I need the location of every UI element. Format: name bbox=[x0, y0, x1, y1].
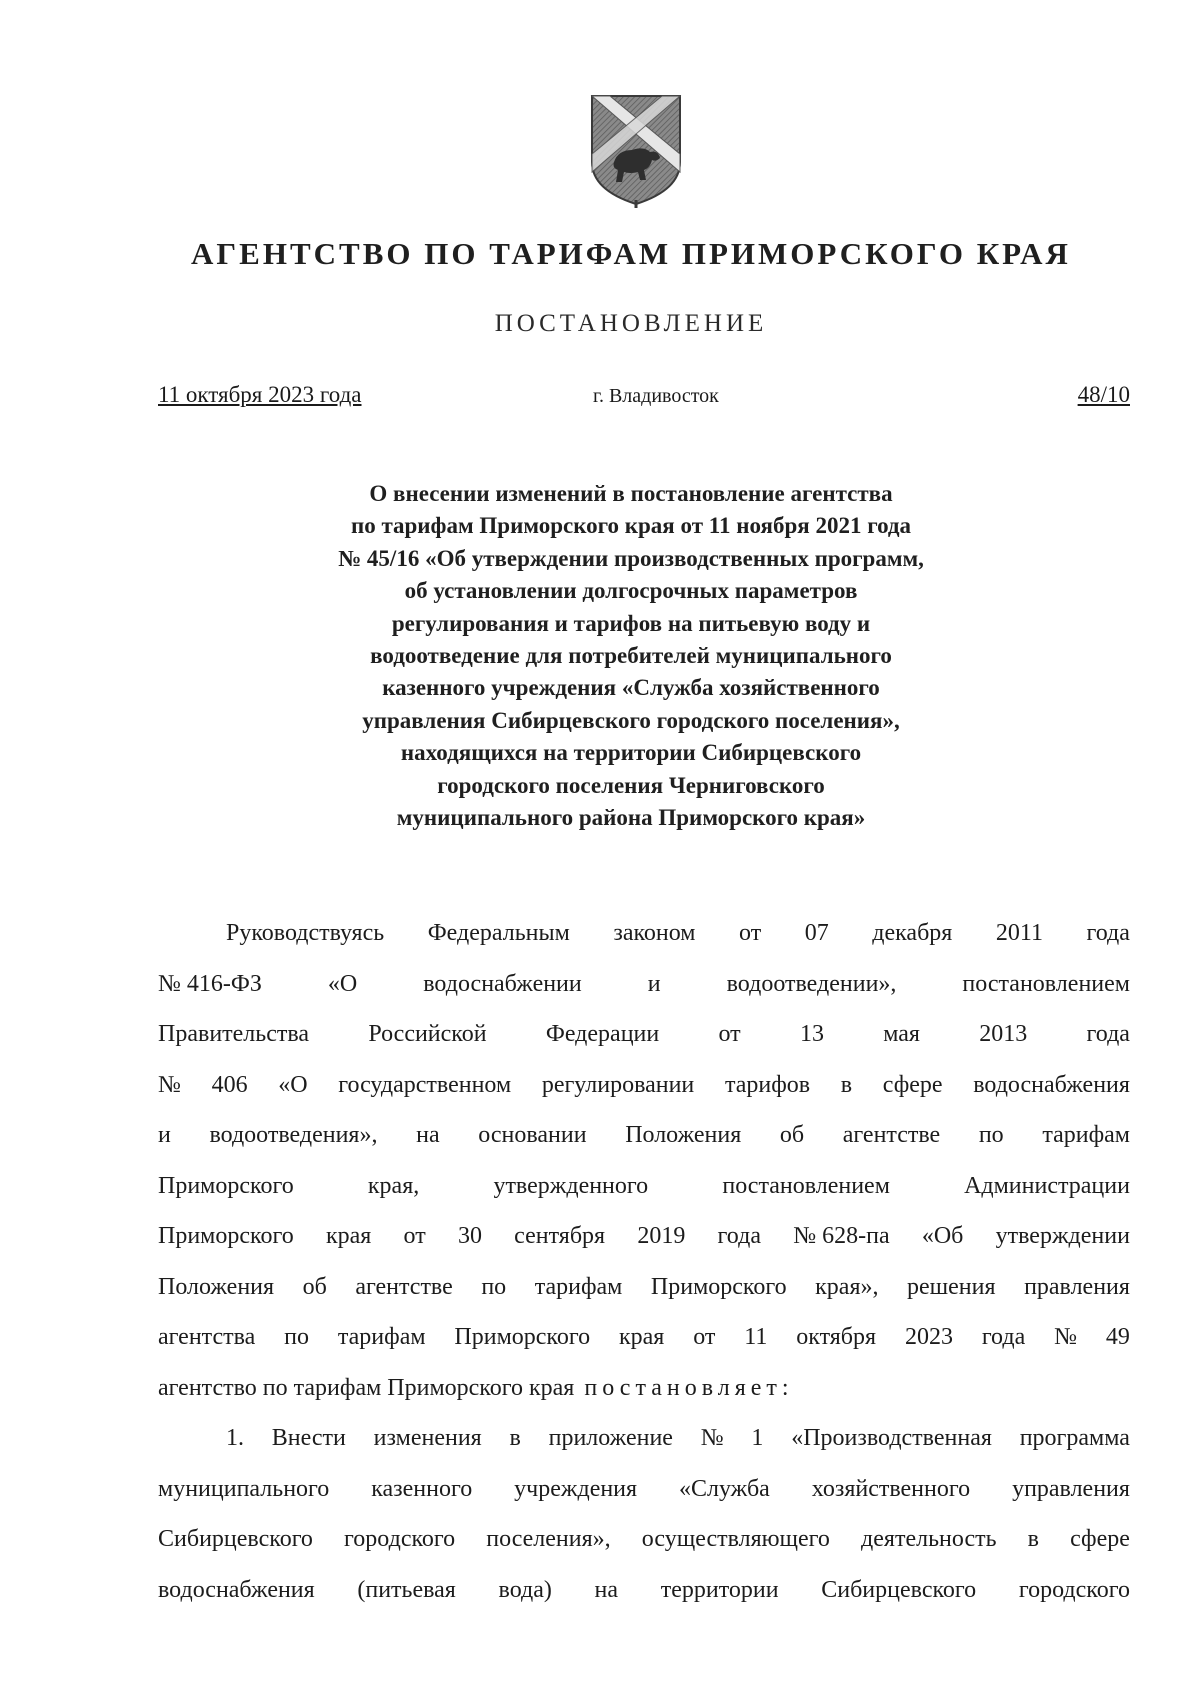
body-word: осуществляющего bbox=[641, 1526, 830, 1552]
body-word: утвержденного bbox=[493, 1172, 649, 1199]
paragraph-line bbox=[158, 1060, 1130, 1111]
body-word: постановлением bbox=[962, 970, 1130, 997]
body-word: № 416-ФЗ bbox=[158, 970, 262, 997]
paragraph-line bbox=[158, 1514, 1130, 1565]
paragraph-line bbox=[158, 1413, 1130, 1464]
title-line: № 45/16 «Об утверждении производственных программ, bbox=[338, 545, 924, 571]
paragraph-line bbox=[158, 1211, 1130, 1262]
body-word: городского bbox=[344, 1526, 456, 1552]
body-word: об bbox=[302, 1273, 327, 1300]
body-word: года bbox=[717, 1223, 761, 1249]
body-word: 2023 bbox=[904, 1324, 953, 1350]
body-word: 30 bbox=[457, 1223, 482, 1249]
body-word: по bbox=[481, 1273, 507, 1300]
paragraph-line bbox=[158, 1565, 1130, 1616]
body-word: № 628-па bbox=[793, 1223, 890, 1249]
body-word: года bbox=[1086, 920, 1130, 946]
title-line: об установлении долгосрочных параметров bbox=[404, 578, 858, 604]
body-word: водоснабжения bbox=[158, 1576, 315, 1603]
body-word: сфере bbox=[1070, 1526, 1130, 1552]
body-word: сфере bbox=[882, 1071, 943, 1098]
body-word: хозяйственного bbox=[811, 1475, 971, 1502]
title-line: находящихся на территории Сибирцевского bbox=[400, 740, 862, 766]
paragraph-text: агентство по тарифам Приморского края bbox=[158, 1374, 575, 1401]
body-word: управления bbox=[1012, 1475, 1130, 1502]
body-word: Правительства bbox=[158, 1021, 310, 1047]
body-word: Приморского bbox=[158, 1172, 294, 1199]
paragraph-line bbox=[158, 959, 1130, 1010]
body-word: по bbox=[978, 1122, 1004, 1148]
body-word: края», bbox=[815, 1273, 879, 1300]
paragraph-line bbox=[158, 908, 1130, 959]
body-word: сентября bbox=[514, 1223, 606, 1249]
agency-name: АГЕНТСТВО ПО ТАРИФАМ ПРИМОРСКОГО КРАЯ bbox=[191, 236, 1071, 271]
body-word: № bbox=[700, 1425, 724, 1451]
body-word: Администрации bbox=[964, 1172, 1130, 1199]
body-word: Российской bbox=[368, 1021, 487, 1047]
body-word: муниципального bbox=[158, 1475, 330, 1502]
title-line: регулирования и тарифов на питьевую воду и bbox=[391, 610, 871, 636]
body-word: регулировании bbox=[541, 1071, 695, 1098]
body-word: агентства bbox=[158, 1324, 256, 1350]
body-word: 49 bbox=[1105, 1324, 1130, 1350]
body-word: тарифам bbox=[534, 1273, 623, 1300]
body-word: утверждении bbox=[995, 1223, 1130, 1249]
paragraph-line bbox=[158, 1009, 1130, 1060]
body-word: постановлением bbox=[722, 1172, 890, 1199]
body-word: Руководствуясь bbox=[226, 920, 385, 946]
body-word: от bbox=[403, 1223, 426, 1249]
body-word: Внести bbox=[271, 1425, 346, 1451]
body-word: тарифам bbox=[337, 1324, 426, 1350]
body-word: от bbox=[739, 920, 762, 946]
body-word: водоснабжении bbox=[423, 970, 582, 997]
body-word: казенного bbox=[371, 1475, 473, 1502]
body-word: деятельность bbox=[861, 1526, 997, 1552]
body-word: «О bbox=[327, 970, 358, 997]
body-word: «О bbox=[278, 1071, 308, 1098]
body-word: года bbox=[1086, 1021, 1130, 1047]
body-word: 2019 bbox=[637, 1223, 686, 1249]
paragraph-line bbox=[158, 1312, 1130, 1363]
body-word: декабря bbox=[872, 920, 953, 946]
body-word: 406 bbox=[211, 1071, 248, 1098]
body-word: Приморского bbox=[454, 1324, 591, 1350]
body-word: в bbox=[840, 1071, 853, 1098]
body-word: агентстве bbox=[355, 1273, 453, 1300]
paragraph-line bbox=[158, 1363, 1130, 1414]
body-word: от bbox=[693, 1324, 716, 1350]
paragraph-line bbox=[158, 1110, 1130, 1161]
title-line: по тарифам Приморского края от 11 ноября 2021 года bbox=[350, 513, 912, 539]
body-word: Сибирцевского bbox=[821, 1576, 977, 1603]
document-type: ПОСТАНОВЛЕНИЕ bbox=[494, 310, 768, 337]
body-word: тарифов bbox=[724, 1071, 811, 1098]
body-word: основании bbox=[478, 1122, 587, 1148]
body-word: водоотведении», bbox=[726, 970, 897, 997]
document-meta-row bbox=[158, 382, 1130, 412]
coat-of-arms-emblem bbox=[588, 92, 684, 210]
body-word: решения bbox=[907, 1273, 996, 1300]
body-word: «Производственная bbox=[791, 1425, 992, 1451]
body-word: территории bbox=[660, 1576, 779, 1603]
body-word: Федерации bbox=[545, 1021, 660, 1047]
body-word: мая bbox=[883, 1021, 920, 1047]
body-word: программа bbox=[1019, 1425, 1130, 1451]
body-word: в bbox=[509, 1425, 521, 1451]
body-word: водоснабжения bbox=[973, 1071, 1130, 1098]
paragraph-line bbox=[158, 1262, 1130, 1313]
body-word: 11 bbox=[744, 1324, 768, 1350]
body-word: Сибирцевского bbox=[158, 1526, 313, 1552]
body-word: края bbox=[618, 1324, 665, 1350]
body-word: водоотведения», bbox=[209, 1122, 378, 1148]
title-line: казенного учреждения «Служба хозяйственного bbox=[382, 675, 880, 701]
body-word: 13 bbox=[799, 1021, 824, 1047]
document-title bbox=[0, 478, 1200, 834]
paragraph-line bbox=[158, 1161, 1130, 1212]
body-word: городского bbox=[1018, 1576, 1130, 1603]
body-word: учреждения bbox=[514, 1475, 638, 1502]
body-word: и bbox=[158, 1122, 171, 1148]
body-word: 1 bbox=[751, 1425, 764, 1451]
title-line: управления Сибирцевского городского поселения», bbox=[362, 707, 900, 733]
body-word: 1. bbox=[226, 1425, 244, 1451]
document-body bbox=[158, 908, 1130, 1615]
title-line: муниципального района Приморского края» bbox=[396, 805, 866, 831]
body-word: изменения bbox=[373, 1425, 482, 1451]
document-city: г. Владивосток bbox=[593, 385, 719, 407]
body-word: государственном bbox=[338, 1071, 512, 1098]
body-word: № bbox=[158, 1071, 181, 1098]
body-word: в bbox=[1027, 1526, 1039, 1552]
title-line: городского поселения Черниговского bbox=[437, 772, 825, 798]
body-word: и bbox=[647, 970, 661, 997]
body-word: «Об bbox=[921, 1223, 964, 1249]
body-word: законом bbox=[613, 920, 696, 946]
body-word: Положения bbox=[625, 1122, 742, 1148]
body-word: Приморского bbox=[650, 1273, 787, 1300]
body-word: края bbox=[325, 1223, 372, 1249]
body-word: по bbox=[284, 1324, 309, 1350]
body-word: вода) bbox=[498, 1576, 552, 1603]
body-word: об bbox=[779, 1122, 805, 1148]
body-word: Положения bbox=[158, 1273, 275, 1300]
body-word: (питьевая bbox=[357, 1576, 456, 1603]
title-line: О внесении изменений в постановление агентства bbox=[369, 481, 893, 506]
body-word: на bbox=[594, 1576, 619, 1603]
body-word: Приморского bbox=[158, 1223, 294, 1249]
title-line: водоотведение для потребителей муниципального bbox=[370, 643, 892, 669]
body-word: на bbox=[416, 1122, 440, 1148]
body-word: приложение bbox=[548, 1425, 673, 1451]
document-number: 48/10 bbox=[1077, 382, 1130, 407]
body-word: октября bbox=[796, 1324, 877, 1350]
body-word: 2011 bbox=[995, 920, 1043, 946]
body-word: Федеральным bbox=[427, 920, 570, 946]
body-word: поселения», bbox=[486, 1526, 611, 1552]
body-word: правления bbox=[1024, 1273, 1130, 1300]
resolves-keyword: постановляет: bbox=[584, 1374, 794, 1401]
body-word: агентстве bbox=[842, 1122, 941, 1148]
document-date: 11 октября 2023 года bbox=[158, 382, 362, 407]
body-word: тарифам bbox=[1042, 1122, 1130, 1148]
body-word: № bbox=[1054, 1324, 1078, 1350]
body-word: 2013 bbox=[979, 1021, 1028, 1047]
body-word: «Служба bbox=[679, 1475, 770, 1502]
paragraph-line bbox=[158, 1464, 1130, 1515]
body-word: от bbox=[718, 1021, 741, 1047]
body-word: края, bbox=[367, 1172, 420, 1199]
body-word: 07 bbox=[804, 920, 829, 946]
body-word: года bbox=[981, 1324, 1026, 1350]
